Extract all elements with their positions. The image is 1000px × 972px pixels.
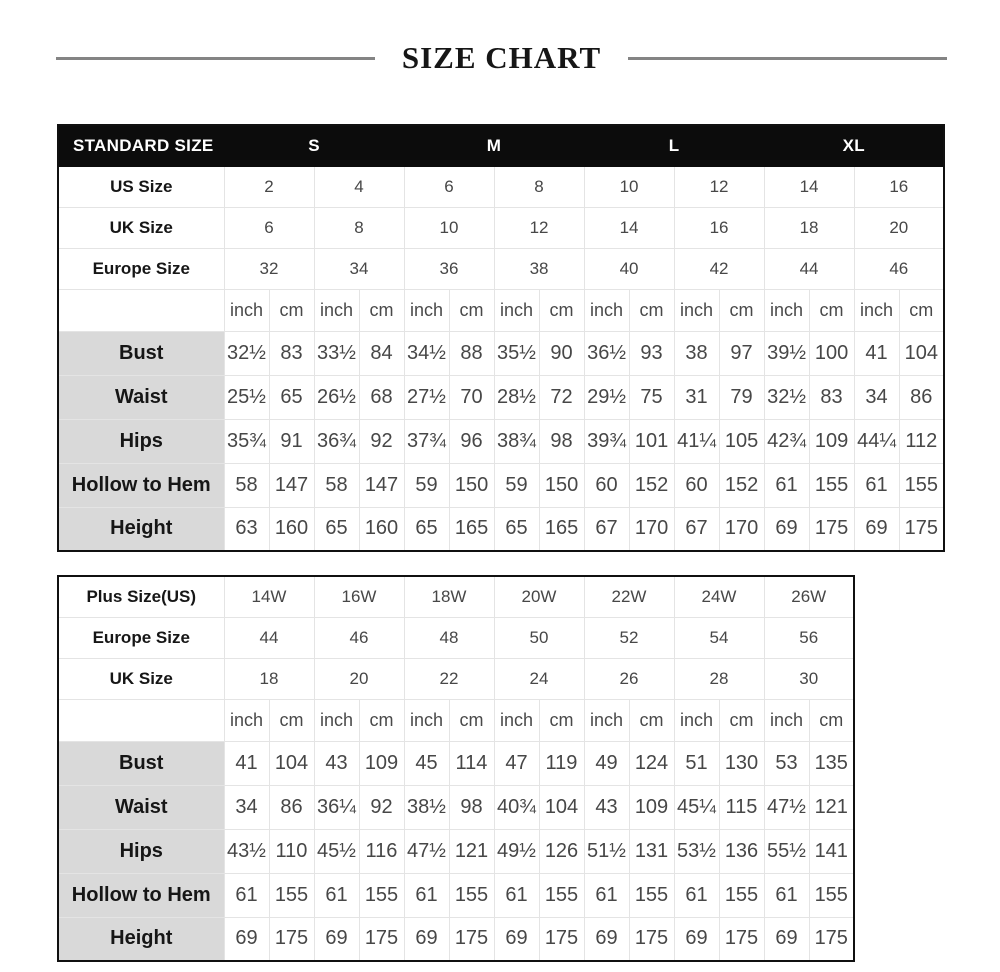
measure-value-cell: 150: [539, 463, 584, 507]
unit-row: [58, 699, 854, 741]
size-value-cell: 26W: [764, 576, 854, 617]
measure-value-cell: 155: [269, 873, 314, 917]
measure-value-cell: 49: [584, 741, 629, 785]
unit-label-inch: inch: [404, 289, 449, 331]
measure-value-cell: 152: [719, 463, 764, 507]
measure-value-cell: 61: [224, 873, 269, 917]
measure-value-cell: 152: [629, 463, 674, 507]
measure-value-cell: 124: [629, 741, 674, 785]
measure-value-cell: 101: [629, 419, 674, 463]
measure-value-cell: 116: [359, 829, 404, 873]
measure-value-cell: 34½: [404, 331, 449, 375]
measure-value-cell: 43: [584, 785, 629, 829]
measure-value-cell: 104: [899, 331, 944, 375]
measure-value-cell: 75: [629, 375, 674, 419]
measure-value-cell: 155: [629, 873, 674, 917]
measure-value-cell: 61: [584, 873, 629, 917]
measure-value-cell: 29½: [584, 375, 629, 419]
measure-value-cell: 155: [809, 463, 854, 507]
size-value-cell: 26: [584, 658, 674, 699]
unit-label-cm: cm: [539, 289, 584, 331]
measure-value-cell: 104: [539, 785, 584, 829]
size-value-cell: 18: [764, 207, 854, 248]
measure-value-cell: 83: [269, 331, 314, 375]
measure-value-cell: 45¼: [674, 785, 719, 829]
title-row: [0, 0, 1000, 76]
measure-value-cell: 43½: [224, 829, 269, 873]
row-label: Europe Size: [58, 248, 224, 289]
unit-label-cm: cm: [719, 699, 764, 741]
unit-label-cm: cm: [269, 289, 314, 331]
measure-value-cell: 35¾: [224, 419, 269, 463]
measure-value-cell: 47: [494, 741, 539, 785]
size-value-cell: 56: [764, 617, 854, 658]
size-value-cell: 22W: [584, 576, 674, 617]
unit-row: [58, 289, 944, 331]
measure-value-cell: 60: [584, 463, 629, 507]
measure-value-cell: 109: [629, 785, 674, 829]
group-header-xl: XL: [764, 125, 944, 166]
row-label: Europe Size: [58, 617, 224, 658]
unit-label-inch: inch: [854, 289, 899, 331]
size-value-cell: 20: [314, 658, 404, 699]
measure-value-cell: 110: [269, 829, 314, 873]
measure-value-cell: 160: [359, 507, 404, 551]
measure-value-cell: 26½: [314, 375, 359, 419]
measure-row-label: Height: [58, 917, 224, 961]
measure-value-cell: 38½: [404, 785, 449, 829]
measure-value-cell: 69: [314, 917, 359, 961]
measure-value-cell: 69: [404, 917, 449, 961]
measure-value-cell: 98: [449, 785, 494, 829]
measure-value-cell: 58: [224, 463, 269, 507]
size-value-cell: 44: [764, 248, 854, 289]
measure-value-cell: 32½: [764, 375, 809, 419]
measure-value-cell: 39¾: [584, 419, 629, 463]
measure-value-cell: 100: [809, 331, 854, 375]
measure-value-cell: 37¾: [404, 419, 449, 463]
measure-value-cell: 97: [719, 331, 764, 375]
measure-value-cell: 175: [449, 917, 494, 961]
measure-value-cell: 69: [854, 507, 899, 551]
measure-value-cell: 160: [269, 507, 314, 551]
measure-value-cell: 25½: [224, 375, 269, 419]
measure-value-cell: 61: [854, 463, 899, 507]
measure-value-cell: 31: [674, 375, 719, 419]
measure-value-cell: 155: [809, 873, 854, 917]
measure-row: [58, 873, 854, 917]
measure-value-cell: 155: [359, 873, 404, 917]
measure-value-cell: 84: [359, 331, 404, 375]
measure-value-cell: 88: [449, 331, 494, 375]
size-value-cell: 14: [764, 166, 854, 207]
measure-value-cell: 27½: [404, 375, 449, 419]
row-label: Plus Size(US): [58, 576, 224, 617]
group-header-l: L: [584, 125, 764, 166]
size-row: [58, 207, 944, 248]
measure-value-cell: 105: [719, 419, 764, 463]
unit-label-cm: cm: [359, 289, 404, 331]
size-value-cell: 48: [404, 617, 494, 658]
size-value-cell: 44: [224, 617, 314, 658]
unit-label-inch: inch: [584, 699, 629, 741]
title-rule-right: [628, 57, 947, 60]
unit-label-cm: cm: [449, 699, 494, 741]
size-value-cell: 10: [404, 207, 494, 248]
measure-row-label: Hips: [58, 419, 224, 463]
measure-value-cell: 36¼: [314, 785, 359, 829]
measure-value-cell: 65: [404, 507, 449, 551]
unit-label-cm: cm: [719, 289, 764, 331]
measure-value-cell: 69: [224, 917, 269, 961]
measure-value-cell: 147: [269, 463, 314, 507]
measure-value-cell: 131: [629, 829, 674, 873]
measure-value-cell: 69: [494, 917, 539, 961]
unit-label-inch: inch: [224, 699, 269, 741]
measure-row-label: Waist: [58, 785, 224, 829]
measure-value-cell: 70: [449, 375, 494, 419]
size-value-cell: 54: [674, 617, 764, 658]
measure-value-cell: 119: [539, 741, 584, 785]
measure-value-cell: 165: [539, 507, 584, 551]
measure-row-label: Height: [58, 507, 224, 551]
measure-value-cell: 165: [449, 507, 494, 551]
measure-value-cell: 175: [809, 507, 854, 551]
measure-value-cell: 109: [359, 741, 404, 785]
unit-row-empty-label: [58, 289, 224, 331]
size-value-cell: 18W: [404, 576, 494, 617]
measure-value-cell: 65: [314, 507, 359, 551]
measure-value-cell: 41¼: [674, 419, 719, 463]
measure-value-cell: 61: [314, 873, 359, 917]
measure-value-cell: 60: [674, 463, 719, 507]
measure-value-cell: 67: [674, 507, 719, 551]
measure-value-cell: 32½: [224, 331, 269, 375]
measure-value-cell: 130: [719, 741, 764, 785]
unit-label-inch: inch: [494, 699, 539, 741]
size-value-cell: 20: [854, 207, 944, 248]
measure-value-cell: 38: [674, 331, 719, 375]
measure-value-cell: 121: [809, 785, 854, 829]
measure-value-cell: 147: [359, 463, 404, 507]
measure-value-cell: 49½: [494, 829, 539, 873]
measure-value-cell: 45½: [314, 829, 359, 873]
group-header-title: STANDARD SIZE: [58, 125, 224, 166]
unit-label-inch: inch: [764, 289, 809, 331]
measure-value-cell: 69: [674, 917, 719, 961]
unit-label-inch: inch: [674, 699, 719, 741]
measure-value-cell: 112: [899, 419, 944, 463]
size-value-cell: 16W: [314, 576, 404, 617]
unit-label-inch: inch: [404, 699, 449, 741]
measure-value-cell: 86: [899, 375, 944, 419]
measure-value-cell: 135: [809, 741, 854, 785]
size-value-cell: 20W: [494, 576, 584, 617]
measure-value-cell: 170: [719, 507, 764, 551]
measure-value-cell: 126: [539, 829, 584, 873]
title-rule-left: [56, 57, 375, 60]
measure-row: [58, 331, 944, 375]
size-value-cell: 10: [584, 166, 674, 207]
size-row: [58, 166, 944, 207]
measure-value-cell: 114: [449, 741, 494, 785]
size-value-cell: 6: [224, 207, 314, 248]
measure-value-cell: 121: [449, 829, 494, 873]
measure-value-cell: 61: [404, 873, 449, 917]
size-value-cell: 6: [404, 166, 494, 207]
measure-value-cell: 155: [539, 873, 584, 917]
unit-label-cm: cm: [629, 289, 674, 331]
unit-label-inch: inch: [764, 699, 809, 741]
size-value-cell: 16: [854, 166, 944, 207]
size-value-cell: 12: [674, 166, 764, 207]
unit-label-cm: cm: [629, 699, 674, 741]
standard-size-table: [57, 124, 945, 552]
measure-value-cell: 92: [359, 419, 404, 463]
size-value-cell: 12: [494, 207, 584, 248]
size-value-cell: 2: [224, 166, 314, 207]
size-value-cell: 34: [314, 248, 404, 289]
measure-value-cell: 155: [449, 873, 494, 917]
measure-value-cell: 58: [314, 463, 359, 507]
measure-value-cell: 155: [719, 873, 764, 917]
measure-row-label: Bust: [58, 741, 224, 785]
unit-label-inch: inch: [314, 699, 359, 741]
measure-value-cell: 35½: [494, 331, 539, 375]
measure-row: [58, 419, 944, 463]
unit-label-inch: inch: [314, 289, 359, 331]
measure-value-cell: 41: [854, 331, 899, 375]
measure-row: [58, 829, 854, 873]
measure-value-cell: 28½: [494, 375, 539, 419]
measure-row: [58, 917, 854, 961]
size-value-cell: 40: [584, 248, 674, 289]
measure-value-cell: 53: [764, 741, 809, 785]
measure-value-cell: 61: [764, 873, 809, 917]
unit-label-cm: cm: [539, 699, 584, 741]
measure-value-cell: 175: [719, 917, 764, 961]
size-value-cell: 46: [314, 617, 404, 658]
size-value-cell: 24: [494, 658, 584, 699]
size-value-cell: 30: [764, 658, 854, 699]
measure-value-cell: 47½: [764, 785, 809, 829]
page-title: SIZE CHART: [401, 40, 602, 75]
group-header-m: M: [404, 125, 584, 166]
measure-value-cell: 175: [359, 917, 404, 961]
size-value-cell: 8: [494, 166, 584, 207]
measure-value-cell: 65: [269, 375, 314, 419]
measure-value-cell: 141: [809, 829, 854, 873]
measure-row: [58, 785, 854, 829]
measure-value-cell: 170: [629, 507, 674, 551]
measure-value-cell: 86: [269, 785, 314, 829]
row-label: UK Size: [58, 658, 224, 699]
measure-value-cell: 72: [539, 375, 584, 419]
unit-label-cm: cm: [269, 699, 314, 741]
size-value-cell: 8: [314, 207, 404, 248]
measure-value-cell: 115: [719, 785, 764, 829]
size-value-cell: 38: [494, 248, 584, 289]
measure-row-label: Bust: [58, 331, 224, 375]
size-value-cell: 14W: [224, 576, 314, 617]
size-value-cell: 50: [494, 617, 584, 658]
group-header-row: [58, 125, 944, 166]
size-value-cell: 36: [404, 248, 494, 289]
size-row: [58, 576, 854, 617]
measure-value-cell: 69: [764, 507, 809, 551]
size-value-cell: 22: [404, 658, 494, 699]
measure-row: [58, 375, 944, 419]
size-row: [58, 248, 944, 289]
measure-value-cell: 175: [269, 917, 314, 961]
measure-value-cell: 83: [809, 375, 854, 419]
size-row: [58, 658, 854, 699]
measure-value-cell: 39½: [764, 331, 809, 375]
measure-value-cell: 69: [764, 917, 809, 961]
size-row: [58, 617, 854, 658]
measure-value-cell: 42¾: [764, 419, 809, 463]
measure-value-cell: 36½: [584, 331, 629, 375]
measure-value-cell: 175: [629, 917, 674, 961]
measure-value-cell: 109: [809, 419, 854, 463]
unit-label-inch: inch: [224, 289, 269, 331]
measure-value-cell: 33½: [314, 331, 359, 375]
measure-value-cell: 34: [224, 785, 269, 829]
unit-row-empty-label: [58, 699, 224, 741]
measure-value-cell: 93: [629, 331, 674, 375]
unit-label-inch: inch: [674, 289, 719, 331]
measure-row-label: Waist: [58, 375, 224, 419]
measure-value-cell: 40¾: [494, 785, 539, 829]
size-value-cell: 4: [314, 166, 404, 207]
measure-value-cell: 96: [449, 419, 494, 463]
measure-value-cell: 41: [224, 741, 269, 785]
measure-row-label: Hollow to Hem: [58, 463, 224, 507]
measure-value-cell: 59: [494, 463, 539, 507]
measure-value-cell: 45: [404, 741, 449, 785]
size-value-cell: 14: [584, 207, 674, 248]
measure-row-label: Hollow to Hem: [58, 873, 224, 917]
measure-value-cell: 67: [584, 507, 629, 551]
measure-value-cell: 51½: [584, 829, 629, 873]
measure-value-cell: 69: [584, 917, 629, 961]
measure-value-cell: 47½: [404, 829, 449, 873]
measure-value-cell: 104: [269, 741, 314, 785]
unit-label-cm: cm: [809, 289, 854, 331]
measure-row: [58, 463, 944, 507]
measure-value-cell: 44¼: [854, 419, 899, 463]
row-label: US Size: [58, 166, 224, 207]
measure-value-cell: 36¾: [314, 419, 359, 463]
measure-value-cell: 43: [314, 741, 359, 785]
measure-value-cell: 34: [854, 375, 899, 419]
measure-value-cell: 53½: [674, 829, 719, 873]
measure-row: [58, 507, 944, 551]
measure-value-cell: 65: [494, 507, 539, 551]
measure-value-cell: 136: [719, 829, 764, 873]
size-value-cell: 52: [584, 617, 674, 658]
plus-size-table: [57, 575, 855, 962]
measure-value-cell: 175: [899, 507, 944, 551]
size-value-cell: 16: [674, 207, 764, 248]
measure-value-cell: 155: [899, 463, 944, 507]
size-value-cell: 32: [224, 248, 314, 289]
size-value-cell: 28: [674, 658, 764, 699]
unit-label-cm: cm: [359, 699, 404, 741]
measure-value-cell: 59: [404, 463, 449, 507]
size-value-cell: 18: [224, 658, 314, 699]
measure-value-cell: 98: [539, 419, 584, 463]
measure-row-label: Hips: [58, 829, 224, 873]
measure-value-cell: 38¾: [494, 419, 539, 463]
measure-value-cell: 175: [539, 917, 584, 961]
group-header-s: S: [224, 125, 404, 166]
measure-value-cell: 90: [539, 331, 584, 375]
measure-value-cell: 63: [224, 507, 269, 551]
unit-label-inch: inch: [494, 289, 539, 331]
measure-value-cell: 91: [269, 419, 314, 463]
measure-value-cell: 61: [494, 873, 539, 917]
unit-label-inch: inch: [584, 289, 629, 331]
unit-label-cm: cm: [809, 699, 854, 741]
size-value-cell: 46: [854, 248, 944, 289]
measure-value-cell: 51: [674, 741, 719, 785]
measure-value-cell: 175: [809, 917, 854, 961]
measure-value-cell: 92: [359, 785, 404, 829]
size-value-cell: 42: [674, 248, 764, 289]
measure-value-cell: 61: [764, 463, 809, 507]
size-value-cell: 24W: [674, 576, 764, 617]
unit-label-cm: cm: [449, 289, 494, 331]
measure-value-cell: 55½: [764, 829, 809, 873]
unit-label-cm: cm: [899, 289, 944, 331]
row-label: UK Size: [58, 207, 224, 248]
measure-value-cell: 61: [674, 873, 719, 917]
measure-value-cell: 68: [359, 375, 404, 419]
measure-value-cell: 150: [449, 463, 494, 507]
measure-value-cell: 79: [719, 375, 764, 419]
measure-row: [58, 741, 854, 785]
